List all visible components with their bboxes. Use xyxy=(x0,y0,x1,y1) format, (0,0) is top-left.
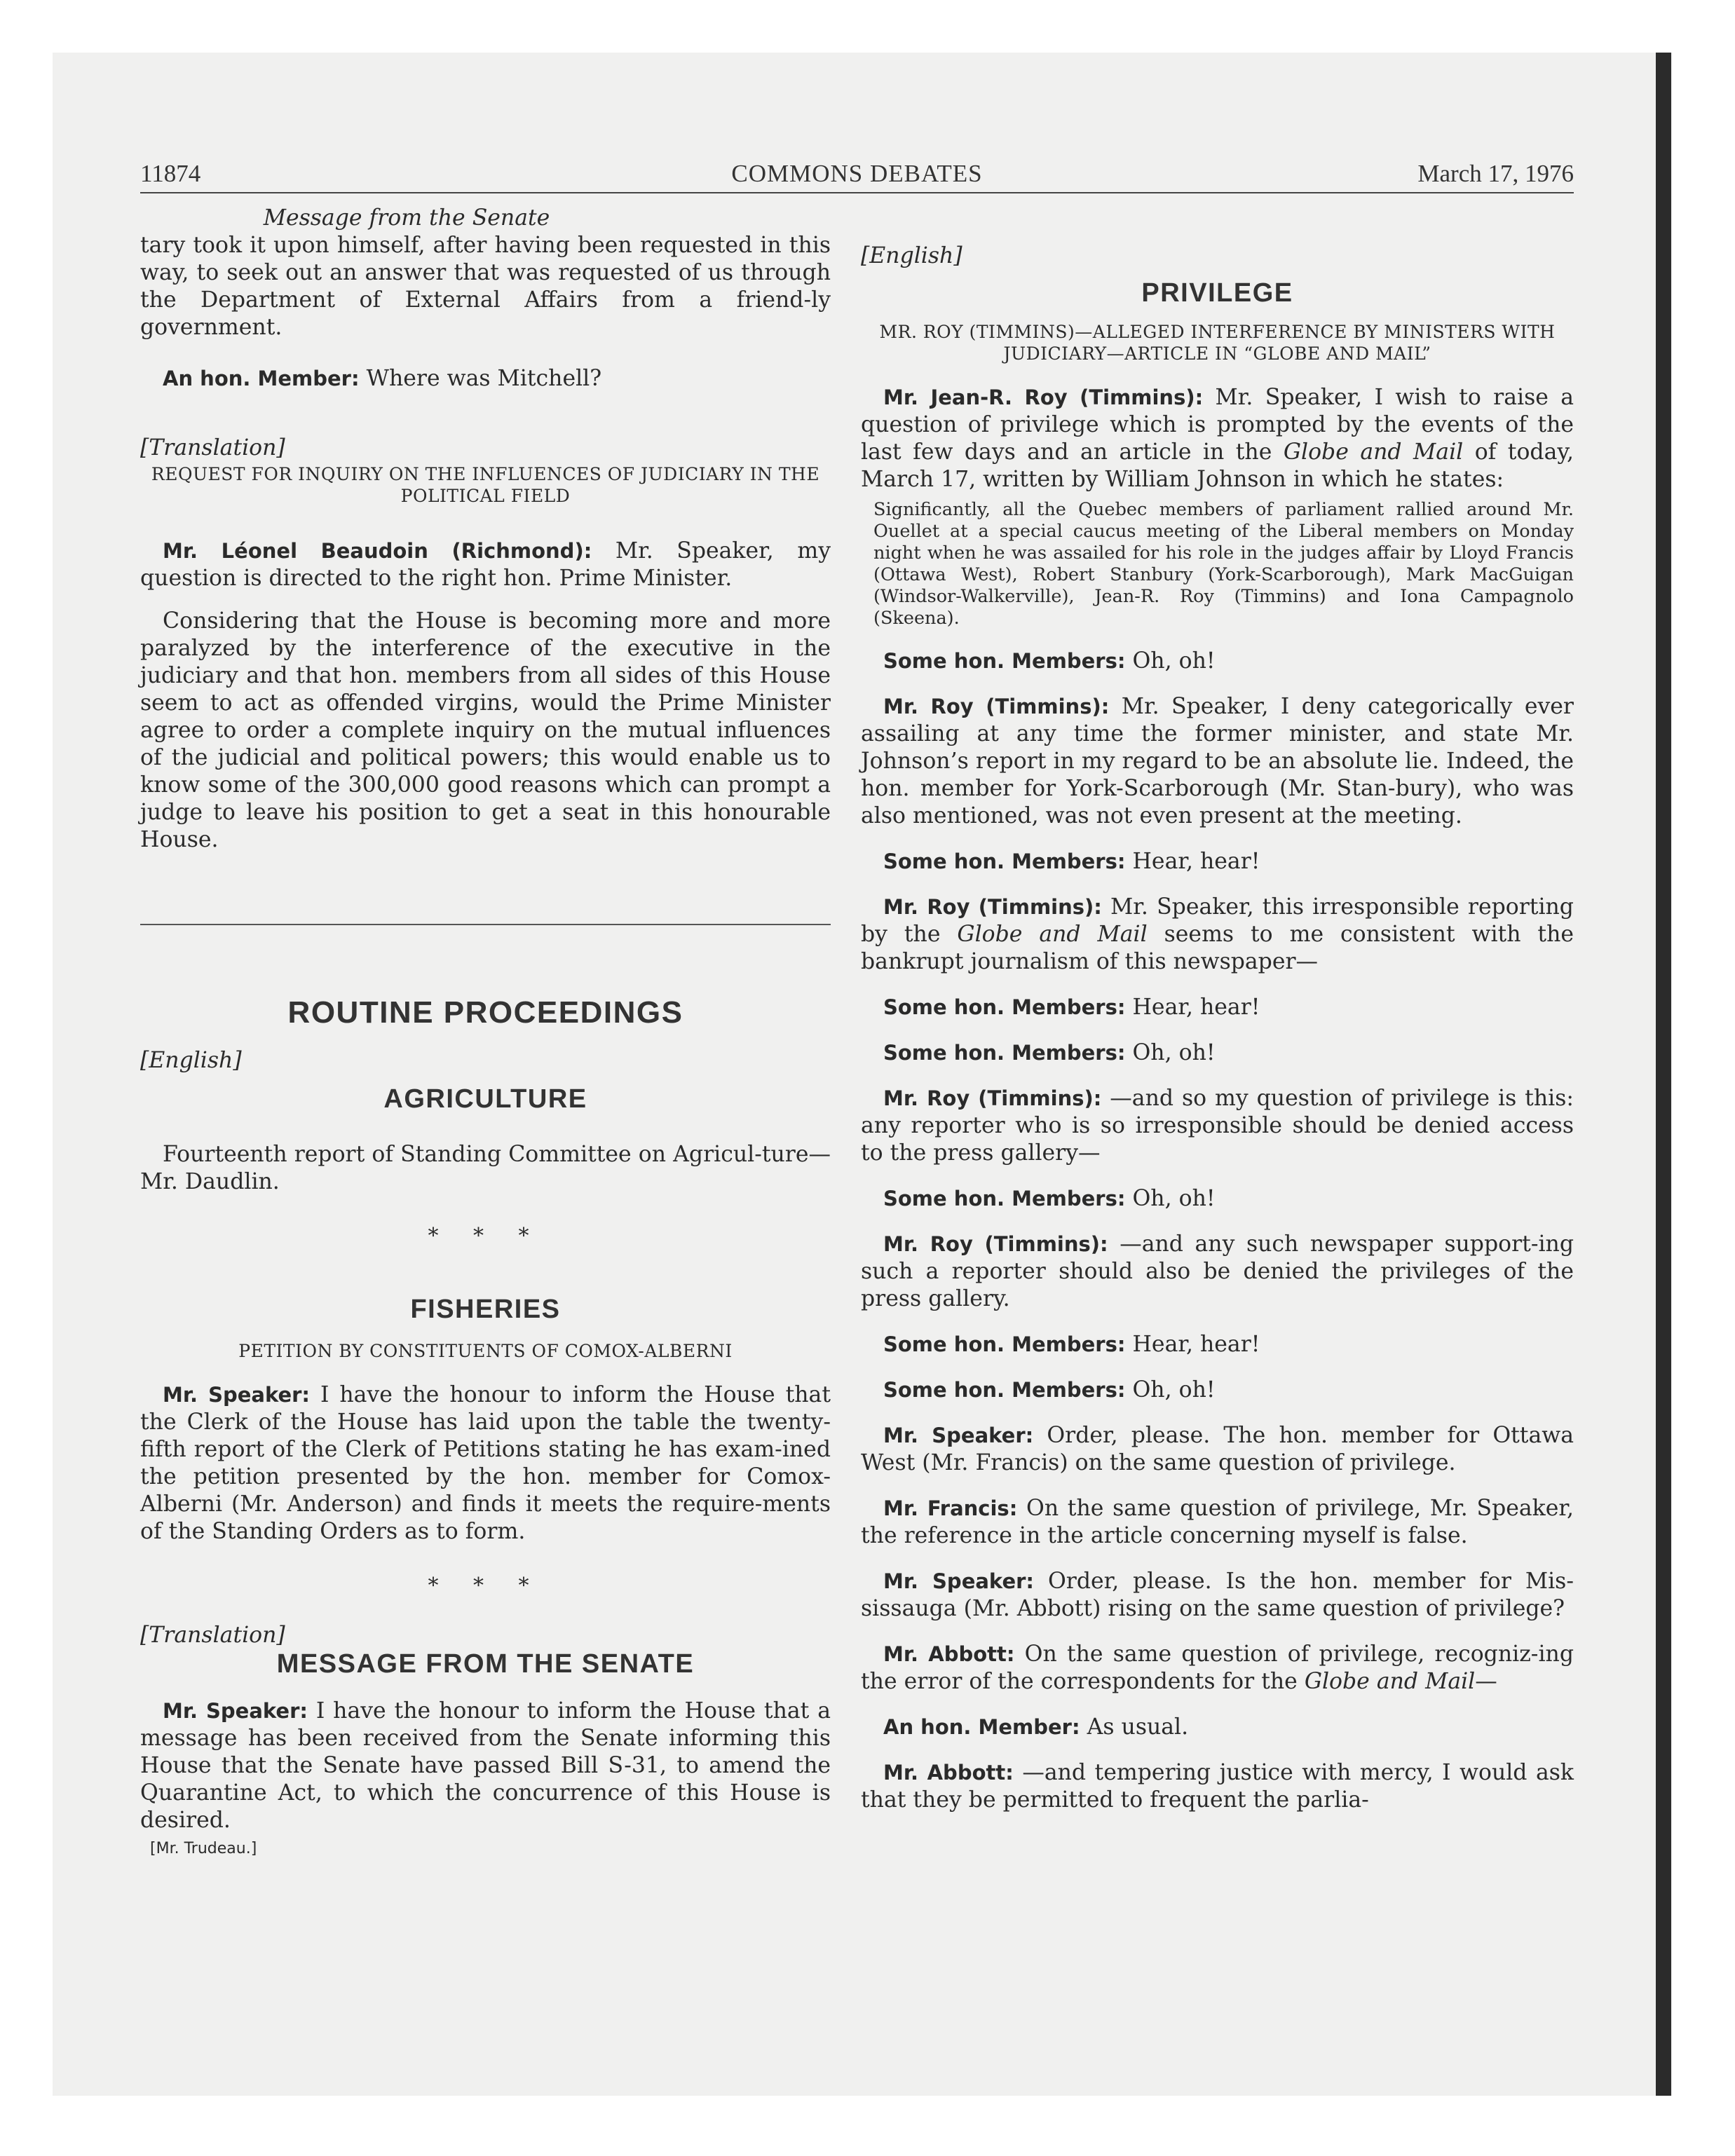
speaker-name: Some hon. Members: xyxy=(883,1332,1126,1356)
footnote-speaker: [Mr. Trudeau.] xyxy=(150,1840,257,1857)
page-date: March 17, 1976 xyxy=(1417,160,1574,187)
speech-text: Mr. Speaker, this irresponsible reporting by the xyxy=(861,894,1574,947)
speaker-name: Mr. Abbott: xyxy=(883,1642,1015,1666)
language-tag: [English] xyxy=(140,1048,242,1073)
running-head: Message from the Senate xyxy=(263,205,550,231)
paragraph xyxy=(861,1422,1574,1477)
speech-text: Oh, oh! xyxy=(1125,648,1216,674)
speech-text: seems to me consistent with the bankrupt journalism of this newspaper— xyxy=(861,922,1574,974)
speech-text: Order, please. Is the hon. member for Mis-sissauga (Mr. Abbott) rising on the same question of privilege? xyxy=(861,1569,1574,1621)
speaker-name: Mr. Roy (Timmins): xyxy=(883,1086,1102,1110)
speech-text: Where was Mitchell? xyxy=(359,366,602,391)
speech-text: —and any such newspaper support-ing such a reporter should also be denied the privileges of the press gallery. xyxy=(861,1231,1574,1311)
subsection-heading: PRIVILEGE xyxy=(1141,278,1293,308)
speaker-name: Some hon. Members: xyxy=(883,1041,1126,1065)
paragraph: tary took it upon himself, after having been requested in this way, to seek out an answer that was requested of us through the Department of External Affairs from a friend-ly government. xyxy=(140,233,831,340)
paragraph xyxy=(861,1085,1574,1167)
speaker-name: Mr. Roy (Timmins): xyxy=(883,895,1102,919)
speech-text: On the same question of privilege, recogniz-ing the error of the correspondents for the xyxy=(861,1642,1574,1694)
speaker-name: Some hon. Members: xyxy=(883,1378,1126,1402)
speaker-name: Mr. Jean-R. Roy (Timmins): xyxy=(883,386,1204,409)
paragraph xyxy=(861,1185,1574,1213)
paragraph xyxy=(861,648,1574,675)
scan-edge-bar xyxy=(1656,53,1671,2096)
paragraph xyxy=(861,1377,1574,1404)
newspaper-name: Globe and Mail xyxy=(1283,439,1464,465)
speaker-name: Some hon. Members: xyxy=(883,995,1126,1019)
paragraph xyxy=(861,894,1574,976)
newspaper-name: Globe and Mail xyxy=(1304,1669,1476,1694)
speech-text: of today, March 17, written by William Johnson in which he states: xyxy=(861,439,1574,492)
speech-text: Hear, hear! xyxy=(1125,995,1260,1020)
subsection-heading: AGRICULTURE xyxy=(383,1084,587,1114)
speech-text: I have the honour to inform the House that the Clerk of the House has laid upon the table the twenty-fifth report of the Clerk of Petitions stating he has exam-ined the petition presented by the hon. member for Comox-Alberni (Mr. Anderson) and finds it meets the require-ments of the Standing Orders as to form. xyxy=(140,1382,831,1544)
speech-text: — xyxy=(1475,1669,1497,1694)
paragraph xyxy=(140,1698,831,1834)
paragraph xyxy=(861,384,1574,493)
language-tag: [Translation] xyxy=(140,1623,285,1648)
speaker-name: An hon. Member: xyxy=(883,1715,1080,1739)
speech-text: Hear, hear! xyxy=(1125,849,1260,874)
subject-heading: PETITION BY CONSTITUENTS OF COMOX-ALBERNI xyxy=(238,1341,733,1361)
speaker-name: Mr. Abbott: xyxy=(883,1761,1014,1785)
left-column xyxy=(140,205,831,1857)
paragraph xyxy=(861,848,1574,875)
speaker-name: Mr. Francis: xyxy=(883,1496,1018,1520)
speaker-name: Some hon. Members: xyxy=(883,649,1126,673)
paragraph xyxy=(861,1714,1574,1741)
paragraph xyxy=(861,1495,1574,1550)
subsection-heading: FISHERIES xyxy=(410,1295,561,1324)
speech-text: —and tempering justice with mercy, I would ask that they be permitted to frequent the parlia- xyxy=(861,1760,1574,1813)
speech-text: Mr. Speaker, I deny categorically ever assailing at any time the former minister, and state Mr. Johnson’s report in my regard to be an absolute lie. Indeed, the hon. member for York-Scarborough (Mr. Stan-bury), who was also mentioned, was not even present at the meeting. xyxy=(861,694,1574,828)
paragraph xyxy=(861,1331,1574,1358)
speaker-name: Some hon. Members: xyxy=(883,850,1126,873)
section-heading: ROUTINE PROCEEDINGS xyxy=(287,995,683,1030)
subject-heading: MR. ROY (TIMMINS)—ALLEGED INTERFERENCE BY MINISTERS WITH JUDICIARY—ARTICLE IN “GLOBE AND MAIL” xyxy=(879,322,1556,364)
right-column xyxy=(861,243,1574,1814)
paragraph: Fourteenth report of Standing Committee on Agricul-ture—Mr. Daudlin. xyxy=(140,1142,831,1194)
subject-heading: REQUEST FOR INQUIRY ON THE INFLUENCES OF JUDICIARY IN THE POLITICAL FIELD xyxy=(151,464,820,506)
subsection-heading: MESSAGE FROM THE SENATE xyxy=(276,1649,695,1679)
publication-title: COMMONS DEBATES xyxy=(731,160,983,187)
speech-text: I have the honour to inform the House that a message has been received from the Senate informing this House that the Senate have passed Bill S-31, to amend the Quarantine Act, to which the concurrence of this House is desired. xyxy=(140,1698,831,1833)
paragraph xyxy=(861,1568,1574,1623)
section-separator: * * * xyxy=(428,1574,543,1598)
speech-text: Mr. Speaker, I wish to raise a question of privilege which is prompted by the events of the last few days and an article in the xyxy=(861,385,1574,465)
speech-text: Order, please. The hon. member for Ottawa West (Mr. Francis) on the same question of privilege. xyxy=(861,1423,1574,1475)
speaker-name: Mr. Roy (Timmins): xyxy=(883,695,1110,718)
paragraph xyxy=(861,1641,1574,1696)
language-tag: [Translation] xyxy=(140,435,285,460)
paragraph xyxy=(861,1039,1574,1067)
speech-text: Hear, hear! xyxy=(1125,1332,1260,1357)
block-quote: Significantly, all the Quebec members of parliament rallied around Mr. Ouellet at a special caucus meeting of the Liberal members on Monday night when he was assailed for his role in the judges affair by Lloyd Francis (Ottawa West), Robert Stanbury (York-Scarborough), Mark MacGuigan (Windsor-Walkerville), Jean-R. Roy (Timmins) and Iona Campagnolo (Skeena). xyxy=(873,499,1574,629)
speech-text: Oh, oh! xyxy=(1125,1186,1216,1211)
paragraph xyxy=(861,1231,1574,1313)
page-number: 11874 xyxy=(140,160,201,187)
speaker-name: Mr. Speaker: xyxy=(163,1383,311,1407)
speech-text: —and so my question of privilege is this: any reporter who is so irresponsible should be denied access to the press gallery— xyxy=(861,1086,1574,1166)
speaker-name: Mr. Speaker: xyxy=(883,1569,1035,1593)
paragraph xyxy=(861,994,1574,1021)
paragraph: Considering that the House is becoming more and more paralyzed by the interference of the executive in the judiciary and that hon. members from all sides of this House seem to act as offended virgins, would the Prime Minister agree to order a complete inquiry on the mutual influences of the judicial and political powers; this would enable us to know some of the 300,000 good reasons which can prompt a judge to leave his position to get a seat in this honourable House. xyxy=(140,608,831,852)
paragraph xyxy=(861,1759,1574,1814)
speech-text: Oh, oh! xyxy=(1125,1040,1216,1065)
page-header xyxy=(140,160,1574,193)
section-separator: * * * xyxy=(428,1224,543,1248)
speech-text: Oh, oh! xyxy=(1125,1377,1216,1403)
paragraph xyxy=(140,538,831,592)
paragraph xyxy=(140,365,831,393)
speaker-name: Mr. Roy (Timmins): xyxy=(883,1232,1108,1256)
speaker-name: Mr. Speaker: xyxy=(883,1424,1034,1447)
speech-text: Mr. Speaker, my question is directed to the right hon. Prime Minister. xyxy=(140,538,831,591)
paragraph xyxy=(140,1381,831,1546)
speaker-name: An hon. Member: xyxy=(163,367,360,390)
language-tag: [English] xyxy=(861,243,962,268)
speaker-name: Mr. Léonel Beaudoin (Richmond): xyxy=(163,539,592,563)
section-divider xyxy=(140,924,831,925)
speaker-name: Some hon. Members: xyxy=(883,1187,1126,1210)
speech-text: On the same question of privilege, Mr. Speaker, the reference in the article concerning myself is false. xyxy=(861,1496,1574,1548)
paragraph xyxy=(861,693,1574,830)
speaker-name: Mr. Speaker: xyxy=(163,1699,308,1723)
speech-text: As usual. xyxy=(1080,1714,1189,1740)
newspaper-name: Globe and Mail xyxy=(957,922,1148,947)
